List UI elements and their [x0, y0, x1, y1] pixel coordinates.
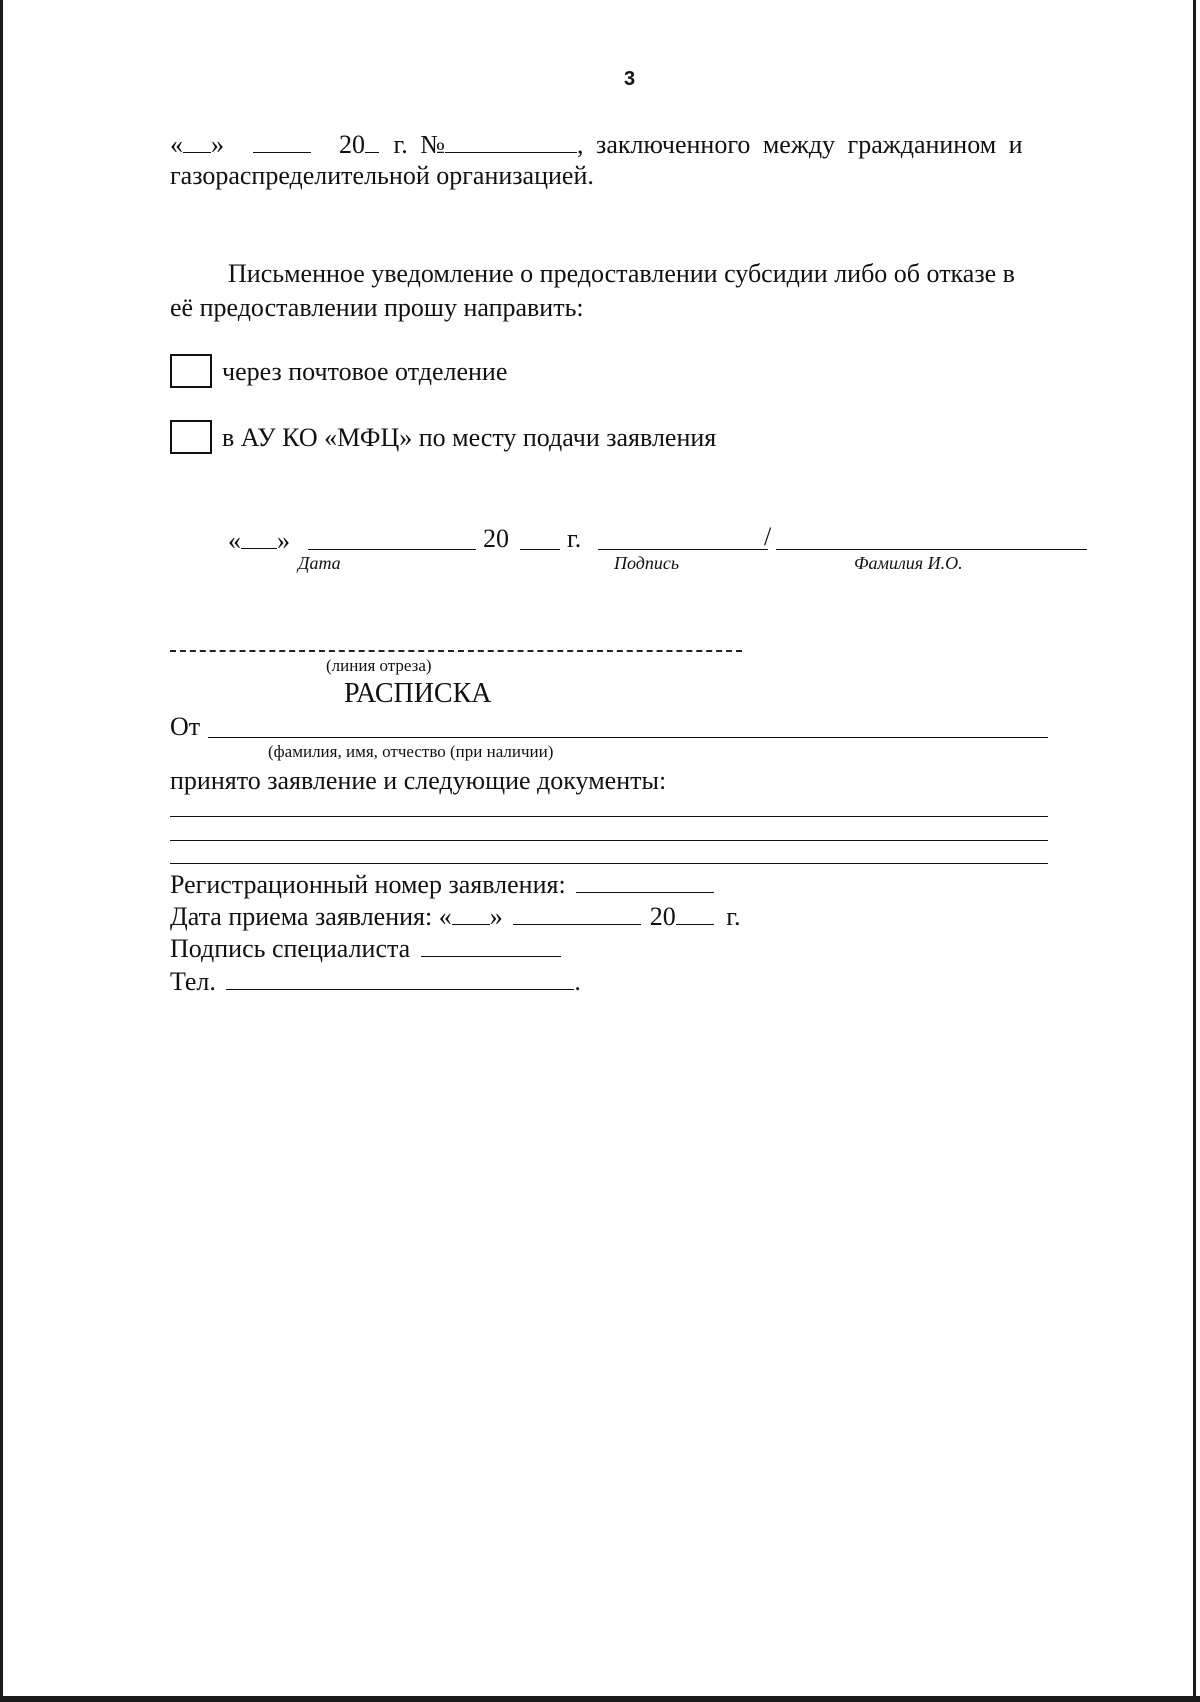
sign-year-suffix: г. [567, 524, 582, 553]
receipt-accepted-text: принято заявление и следующие документы: [170, 766, 667, 795]
receipt-docs-line-1[interactable] [170, 816, 1048, 817]
receipt-from-blank[interactable] [208, 737, 1048, 738]
receipt-docs-line-3[interactable] [170, 863, 1048, 864]
name-blank[interactable] [776, 549, 1087, 550]
option-post-label: через почтовое отделение [222, 357, 508, 386]
contract-year-blank[interactable] [365, 128, 379, 153]
sign-quote-close: » [277, 526, 290, 555]
contract-month-blank[interactable] [253, 128, 311, 153]
sign-quote-open: « [228, 526, 241, 555]
receipt-from-label: От [170, 712, 201, 741]
receipt-year-blank[interactable] [676, 900, 714, 925]
receipt-reg-number-label: Регистрационный номер заявления: [170, 870, 566, 899]
receipt-quote-open: « [438, 902, 452, 931]
receipt-phone-label: Тел. [170, 967, 216, 996]
contract-number-sign: № [420, 130, 446, 159]
receipt-fio-caption: (фамилия, имя, отчество (при наличии) [268, 742, 554, 761]
receipt-date-row [170, 900, 740, 932]
option-mfc-checkbox[interactable] [170, 420, 212, 454]
receipt-day-blank[interactable] [452, 900, 490, 925]
receipt-year-prefix: 20 [649, 902, 676, 931]
scan-edge-right [1193, 0, 1196, 1702]
receipt-year-suffix: г. [726, 902, 741, 931]
caption-date: Дата [298, 553, 341, 573]
caption-name: Фамилия И.О. [854, 553, 963, 573]
sign-day-blank[interactable] [241, 524, 277, 549]
sign-year-blank[interactable] [520, 549, 560, 550]
receipt-specialist-row [170, 932, 561, 964]
signature-blank[interactable] [598, 549, 768, 550]
sign-month-blank[interactable] [308, 549, 476, 550]
contract-number-blank[interactable] [445, 128, 577, 153]
contract-quote-close: » [211, 130, 224, 159]
sign-row-day [228, 524, 290, 556]
contract-quote-open: « [170, 130, 183, 159]
receipt-reg-number-blank[interactable] [576, 868, 714, 893]
notice-line-1: Письменное уведомление о предоставлении субсидии либо об отказе в [228, 259, 1015, 288]
scan-edge-bottom [0, 1696, 1200, 1702]
contract-year-prefix: 20 [339, 130, 365, 159]
page-number: 3 [624, 68, 636, 90]
caption-signature: Подпись [614, 553, 680, 573]
sign-year-prefix: 20 [483, 524, 509, 553]
receipt-docs-line-2[interactable] [170, 840, 1048, 841]
contract-day-blank[interactable] [183, 128, 211, 153]
scan-edge-left [0, 0, 3, 1702]
option-mfc-label: в АУ КО «МФЦ» по месту подачи заявления [222, 423, 717, 452]
contract-text-line-1: , заключенного между гражданином и [577, 130, 1023, 159]
contract-text-line-2: газораспределительной организацией. [170, 161, 594, 190]
receipt-phone-blank[interactable] [226, 965, 574, 990]
receipt-phone-row [170, 965, 581, 997]
contract-year-suffix: г. [393, 130, 408, 159]
receipt-month-blank[interactable] [513, 900, 641, 925]
notice-line-2: её предоставлении прошу направить: [170, 293, 584, 322]
option-post-checkbox[interactable] [170, 354, 212, 388]
cut-line-label: (линия отреза) [326, 656, 432, 675]
receipt-reg-number [170, 868, 714, 900]
receipt-specialist-label: Подпись специалиста [170, 934, 411, 963]
receipt-quote-close: » [489, 902, 503, 931]
contract-line-1 [170, 128, 1088, 160]
receipt-specialist-blank[interactable] [421, 932, 561, 957]
receipt-date-label: Дата приема заявления: [170, 902, 433, 931]
receipt-phone-end: . [574, 967, 581, 996]
cut-line [170, 650, 742, 652]
sign-slash: / [764, 522, 772, 551]
receipt-title: РАСПИСКА [344, 678, 492, 709]
